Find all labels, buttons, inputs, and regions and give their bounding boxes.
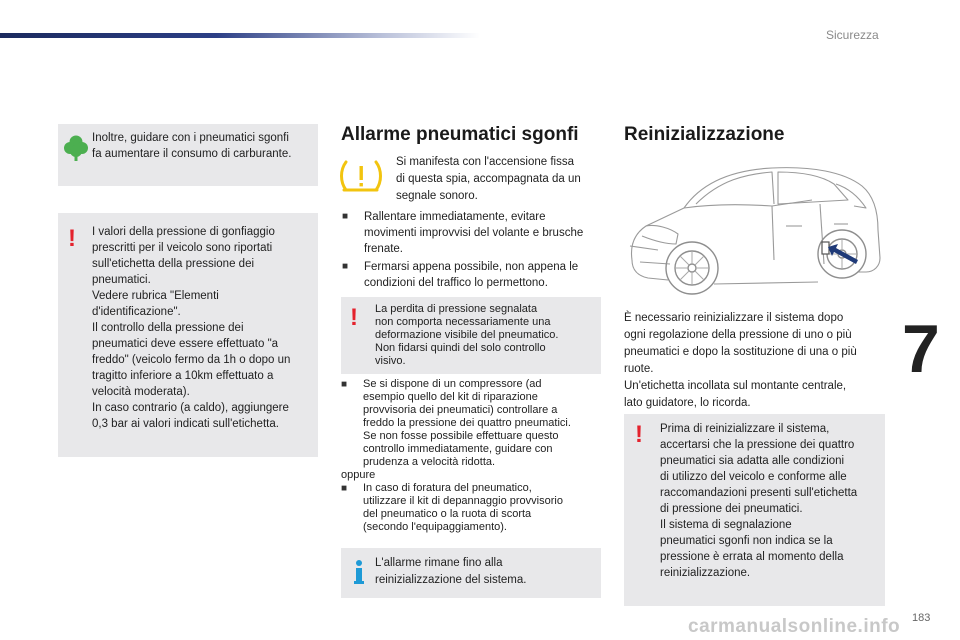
page-number: 183 (912, 612, 931, 624)
tire-pressure-warning-icon (338, 156, 384, 196)
alarm-bullet-list (342, 209, 604, 291)
reset-warning-text: Prima di reinizializzare il sistema, accertarsi che la pressione dei quattro pneumatici sia adatta alle condizioni di utilizzo del veicolo e conforme alle raccomandazioni presenti sull'etichetta di pressione dei pneumatici. Il sistema di segnalazione pneumatici sgonfi non indica se la pressione è errata al momento della reinizializzazione. (660, 423, 858, 579)
alarm-intro: Si manifesta con l'accensione fissa di questa spia, accompagnata da un segnale sonoro. (396, 156, 581, 202)
list-item: ■ In caso di foratura del pneumatico, utilizzare il kit di depannaggio provvisorio del pneumatico o la ruota di scorta (secondo l'equipaggiamento). (341, 482, 563, 533)
bullet-icon: ■ (342, 211, 349, 222)
warning-exclamation-icon: ! (635, 421, 643, 448)
alarm-info-text: L'allarme rimane fino alla reinizializzazione del sistema. (375, 557, 527, 586)
section-title: Sicurezza (826, 28, 879, 42)
chapter-number: 7 (902, 311, 940, 387)
bullet-icon: ■ (341, 379, 348, 390)
oppure-label: oppure (341, 469, 376, 481)
bullet-icon: ■ (341, 483, 348, 494)
list-item: ■ Rallentare immediatamente, evitare movimenti improvvisi del volante e brusche frenate. (342, 211, 584, 255)
reset-warning-box (624, 414, 885, 606)
reset-body: È necessario reinizializzare il sistema dopo ogni regolazione della pressione di uno o più pneumatici e dopo la sostituzione di una o più ruote. Un'etichetta incollata sul montante centrale, lato guidatore, lo ricorda. (624, 312, 857, 409)
info-icon (353, 559, 365, 585)
bullet-icon: ■ (342, 261, 349, 272)
warning-exclamation-icon: ! (350, 304, 358, 331)
eco-note-box (58, 124, 318, 186)
car-illustration (622, 160, 884, 300)
reset-title: Reinizializzazione (624, 124, 785, 145)
alarm-warning-box (341, 297, 601, 374)
alarm-info-box (341, 548, 601, 598)
pressure-note-text: I valori della pressione di gonfiaggio prescritti per il veicolo sono riportati sull'etichetta della pressione dei pneumatici. Vedere rubrica "Elementi d'identificazione". Il controllo della pressione dei pneumatici deve essere effettuato "a freddo" (veicolo fermo da 1h o dopo un tragitto inferiore a 10km effettuato a velocità moderata). In caso contrario (a caldo), aggiungere 0,3 bar ai valori indicati sull'etichetta. (92, 226, 291, 430)
watermark: carmanualsonline.info (688, 616, 901, 637)
alarm-procedure (341, 378, 603, 534)
pressure-note-box (58, 213, 318, 457)
list-item: ■ Fermarsi appena possibile, non appena le condizioni del traffico lo permettono. (342, 261, 579, 289)
list-item: ■ Se si dispone di un compressore (ad esempio quello del kit di riparazione provvisoria dei pneumatici) controllare a freddo la pressione dei quattro pneumatici. Se non fosse possibile effettuare questo controllo immediatamente, guidare con prudenza a velocità ridotta. (341, 378, 571, 468)
header-rule (0, 33, 480, 38)
alarm-warning-text: La perdita di pressione segnalata non comporta necessariamente una deformazione visibile del pneumatico. Non fidarsi quindi del solo controllo visivo. (375, 303, 559, 367)
alarm-title: Allarme pneumatici sgonfi (341, 124, 579, 145)
eco-note-text: Inoltre, guidare con i pneumatici sgonfi fa aumentare il consumo di carburante. (92, 132, 292, 160)
warning-exclamation-icon: ! (68, 225, 76, 252)
tree-icon (63, 134, 89, 162)
